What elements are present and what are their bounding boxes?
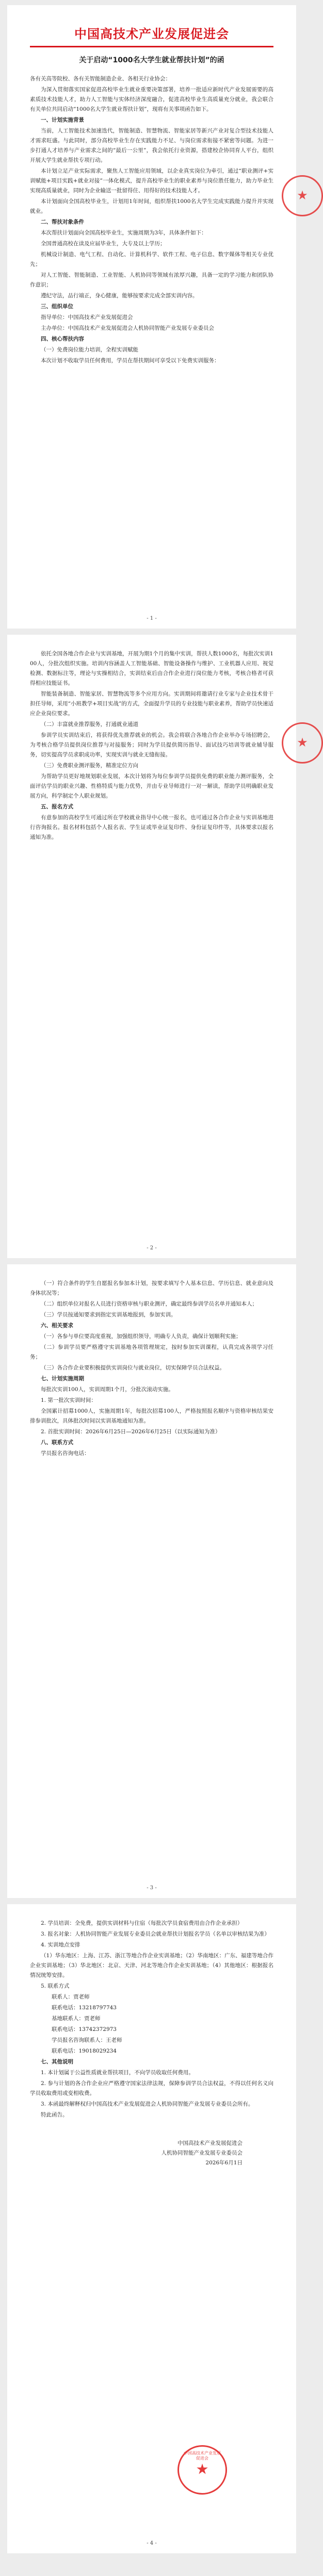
signature-org-line1: 中国高技术产业发展促进会: [177, 2140, 243, 2146]
signature-org-line2: 人机协同智能产业发展专业委员会: [161, 2150, 243, 2156]
body-paragraph: 5. 联系方式: [41, 1983, 70, 1989]
body-paragraph: 当前，人工智能技术加速迭代，智能制造、智慧物流、智能家居等新兴产业对复合型技术技能人才需求旺盛。与此同时，部分高校毕业生存在实践能力不足、与岗位需求衔接不紧密等问题。为进一步打通人才培养与产业需求之间的“最后一公里”，我会依托行业资源，搭建校企协同育人平台，组织开展大学生就业帮扶专项行动。: [30, 128, 273, 163]
page-2-body: [30, 649, 273, 842]
section-heading: 七、其他说明: [41, 2059, 73, 2065]
body-paragraph: 机械设计制造、电气工程、自动化、计算机科学、软件工程、电子信息、数字媒体等相关专业优先；: [30, 251, 273, 267]
body-paragraph: 为深入贯彻落实国家促进高校毕业生就业重要决策部署，培养一批适应新时代产业发展需要的高素质技术技能人才，助力人工智能与实体经济深度融合，促进高校毕业生高质量充分就业，我会联合有关单位共同启动“1000名大学生就业帮扶计划”，现将有关事项函告如下。: [30, 87, 273, 112]
body-paragraph: 主办单位：中国高技术产业发展促进会人机协同智能产业发展专业委员会: [41, 325, 214, 331]
body-paragraph: 指导单位：中国高技术产业发展促进会: [41, 314, 133, 320]
page-4-closing: [30, 2057, 273, 2120]
body-paragraph: 本次帮扶计划面向全国高校毕业生，实施周期为3年，具体条件如下：: [41, 230, 207, 236]
contact-item: 联系电话：13742372973: [52, 2026, 117, 2032]
body-paragraph: 4. 实训地点安排: [41, 1942, 80, 1948]
contact-list: [30, 1992, 273, 2056]
body-paragraph: 为帮助学员更好地规划职业发展，本次计划将为每位参训学员提供免费的职业能力测评服务，全面评估学员的职业兴趣、性格特质与能力优势，并由专业导师进行一对一解读，帮助学员明确职业发展方向，科学制定个人职业规划。: [30, 773, 273, 799]
body-paragraph: 本计划立足产业实际需求，聚焦人工智能应用领域，以企业真实岗位为牵引，通过“职业测评+实训赋能+项目实践+就业对接”一体化模式，提升高校毕业生的职业素养与岗位胜任能力，助力毕业生实现高质量就业，同时为企业输送一批留得住、用得好的技术技能人才。: [30, 168, 273, 194]
subsection-heading: （一）免费岗位能力培训，全程实训赋能: [41, 347, 138, 353]
body-paragraph: 每批次实训100人，实训周期1个月，分批次滚动实施。: [41, 1386, 174, 1393]
body-paragraph: 智能装备制造、智能家居、智慧物流等多个应用方向。实训期间将邀请行业专家与企业技术骨干担任导师，采用“小班教学+项目实战”的方式，全面提升学员的专业技能与职业素养，帮助学员快速适应企业岗位要求。: [30, 691, 273, 717]
body-paragraph: （一）各参与单位要高度重视，加强组织领导，明确专人负责，确保计划顺利实施；: [41, 1333, 241, 1340]
document-page-2: [7, 635, 308, 1258]
page-4-body: [30, 1919, 273, 1991]
section-heading: 二、帮扶对象条件: [41, 219, 84, 225]
body-paragraph: 全国累计招募1000人，实施周期1年，每批次招募100人，严格按照报名顺序与资格审核结果安排参训批次，具体批次时间以实训基地通知为准。: [30, 1408, 273, 1424]
body-paragraph: 参训学员实训结束后，将获得优先推荐就业的机会。我会将联合各地合作企业举办专场招聘会，为考核合格学员提供岗位推荐与对接服务；同时为学员提供简历指导、面试技巧培训等就业辅导服务，切实提高学员求职成功率，实现实训与就业无缝衔接。: [30, 732, 273, 758]
section-heading: 七、计划实施周期: [41, 1376, 84, 1382]
signature-date: 2026年6月1日: [205, 2160, 243, 2166]
section-heading: 一、计划实施背景: [41, 117, 84, 123]
body-paragraph: 本次计划不收取学员任何费用，学员在帮扶期间可享受以下免费实训服务：: [41, 358, 220, 364]
body-paragraph: 学员报名咨询电话：: [41, 1450, 90, 1456]
document-title: 关于启动“1000名大学生就业帮扶计划”的函: [79, 56, 224, 64]
body-paragraph: （一）符合条件的学生自愿报名参加本计划，按要求填写个人基本信息、学历信息、就业意向及身体状况等；: [30, 1280, 273, 1296]
body-paragraph: 有意参加的高校学生可通过所在学校就业指导中心统一报名，也可通过各合作企业与实训基地进行咨询报名。报名材料包括个人报名表、学生证或毕业证复印件、身份证复印件等，具体要求以报名通知为准。: [30, 815, 273, 840]
section-heading: 八、联系方式: [41, 1439, 73, 1446]
stamp-star-icon: ★: [297, 735, 308, 750]
page-3-body: [30, 1279, 273, 1459]
body-paragraph: 3. 本函最终解释权归中国高技术产业发展促进会人机协同智能产业发展专业委员会所有。: [41, 2101, 254, 2107]
document-page-4: [7, 1904, 296, 2553]
document-page-1: [7, 5, 308, 629]
contact-item: 学员报名咨询联系人：王老师: [52, 2037, 122, 2043]
body-paragraph: 本计划面向全国高校毕业生，计划用1年时间，组织帮扶1000名大学生完成实践能力提升并实现就业。: [30, 198, 273, 214]
section-heading: 三、组织单位: [41, 303, 73, 310]
body-paragraph: 1. 本计划属于公益性质就业帮扶项目，不向学员收取任何费用。: [41, 2070, 194, 2076]
body-paragraph: （二）参训学员要严格遵守实训基地各项管理规定，按时参加实训课程，认真完成各项学习任务；: [30, 1344, 273, 1360]
body-paragraph: 2. 学员培训：全免费，提供实训材料与住宿（每批次学员食宿费用由合作企业承担）: [41, 1920, 243, 1926]
body-paragraph: （三）各合作企业要积极提供实训岗位与就业岗位，切实保障学员合法权益。: [41, 1365, 225, 1371]
body-paragraph: 对人工智能、智能制造、工业智能、人机协同等领域有浓厚兴趣，具备一定的学习能力和团队协作意识；: [30, 272, 273, 288]
body-paragraph: （三）学员按通知要求到指定实训基地报到，参加实训。: [41, 1312, 176, 1318]
contact-item: 联系电话：13218797743: [52, 2005, 117, 2011]
body-paragraph: 特此函告。: [41, 2112, 68, 2118]
subsection-heading: （二）丰富就业推荐服务，打通就业通道: [41, 721, 138, 727]
seal-text: 中国高技术产业发展促进会: [184, 2451, 221, 2461]
page-number: - 4 -: [147, 2540, 157, 2546]
body-paragraph: （1）华东地区：上海、江苏、浙江等地合作企业实训基地；（2）华南地区：广东、福建等地合作企业实训基地；（3）华北地区：北京、天津、河北等地合作企业实训基地；（4）其他地区：根据报名情况统筹安排。: [30, 1953, 273, 1978]
letterhead-org-name: 中国高技术产业发展促进会: [74, 26, 229, 41]
body-paragraph: 1. 第一批次实训时间：: [41, 1397, 96, 1403]
official-seal-stamp: [177, 2445, 227, 2495]
body-paragraph: （二）组织单位对报名人员进行资格审核与职业测评，确定最终参训学员名单并通知本人；: [41, 1301, 257, 1307]
page-1-body: [30, 74, 273, 366]
page-number: - 3 -: [147, 1885, 157, 1891]
stamp-star-icon: ★: [196, 2461, 209, 2478]
contact-item: 联系电话：19018029234: [52, 2048, 117, 2054]
stamp-star-icon: ★: [297, 188, 308, 202]
section-heading: 六、相关要求: [41, 1323, 73, 1329]
body-paragraph: 遵纪守法，品行端正，身心健康，能够按要求完成全部实训内容。: [41, 293, 198, 299]
letterhead-red-rule: [30, 46, 273, 47]
seam-seal-stamp: [282, 722, 323, 764]
body-paragraph: 依托全国各地合作企业与实训基地，开展为期1个月的集中实训，帮扶人数1000名，每批次实训100人，分批次组织实施。培训内容涵盖人工智能基础、智能设备操作与维护、工业机器人应用、视觉检测、数据标注等，理论与实操相结合，实训结束后由合作企业进行岗位能力考核，考核合格者可获得相应技能证书。: [30, 651, 273, 686]
contact-item: 基地联系人：贾老师: [52, 2015, 101, 2022]
seam-seal-stamp: [282, 175, 323, 216]
page-number: - 1 -: [147, 616, 157, 621]
body-paragraph: 各有关高等院校、各有关智能制造企业、各相关行业协会：: [30, 76, 171, 82]
body-paragraph: 2. 参与计划的各合作企业应严格遵守国家法律法规，保障参训学员合法权益，不得以任何名义向学员收取费用或变相收费。: [30, 2080, 273, 2096]
page-number: - 2 -: [147, 1245, 157, 1251]
subsection-heading: （三）免费职业测评服务，精准定位方向: [41, 762, 138, 769]
section-heading: 五、报名方式: [41, 804, 73, 810]
document-page-3: [7, 1264, 296, 1898]
section-heading: 四、核心帮扶内容: [41, 336, 84, 342]
body-paragraph: 3. 报名对象：人机协同智能产业发展专业委员会就业帮扶计划报名学员（名单以审核结果为准）: [41, 1931, 270, 1937]
body-paragraph: 全国普通高校在读及应届毕业生，大专及以上学历；: [41, 241, 166, 247]
body-paragraph: 2. 首批实训时间：2026年6月25日—2026年6月25日（以实际通知为准）: [41, 1429, 221, 1435]
contact-item: 联系人：贾老师: [52, 1994, 90, 2000]
